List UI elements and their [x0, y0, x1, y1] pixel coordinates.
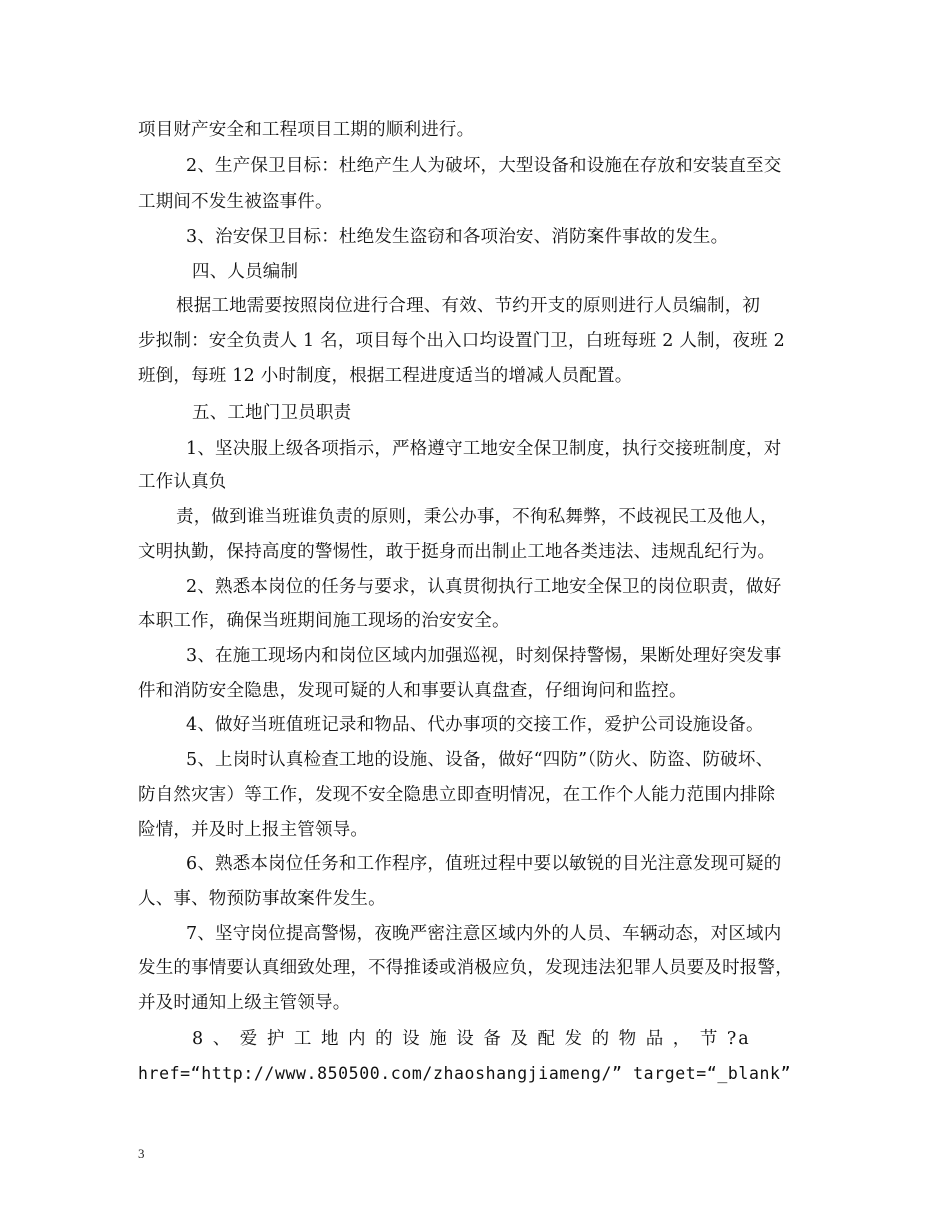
text-line: 工作认真负 [138, 472, 227, 492]
text-line: 6、熟悉本岗位任务和工作程序，值班过程中要以敏锐的目光注意发现可疑的 [186, 854, 782, 874]
text-line: 工期间不发生被盗事件。 [138, 192, 333, 212]
text-line: 责，做到谁当班谁负责的原则，秉公办事，不徇私舞弊，不歧视民工及他人， [176, 507, 778, 527]
section-heading: 四、人员编制 [192, 262, 299, 282]
text-line: 险情，并及时上报主管领导。 [138, 820, 369, 840]
text-line: 2、熟悉本岗位的任务与要求，认真贯彻执行工地安全保卫的岗位职责，做好 [186, 577, 782, 597]
text-line: 步拟制：安全负责人 1 名，项目每个出入口均设置门卫，白班每班 2 人制，夜班 2 [138, 331, 785, 351]
text-line: 本职工作，确保当班期间施工现场的治安安全。 [138, 611, 510, 631]
text-line: 8 、 爱 护 工 地 内 的 设 施 设 备 及 配 发 的 物 品 ， 节 ?a [192, 1029, 751, 1049]
text-line: 防自然灾害）等工作，发现不安全隐患立即查明情况，在工作个人能力范围内排除 [138, 785, 776, 805]
text-line: href=“http://www.850500.com/zhaoshangjiameng/” target=“_blank” [138, 1064, 792, 1083]
text-line: 1、坚决服上级各项指示，严格遵守工地安全保卫制度，执行交接班制度，对 [186, 439, 782, 459]
text-line: 5、上岗时认真检查工地的设施、设备，做好“四防”（防火、防盗、防破坏、 [186, 750, 774, 770]
text-line: 7、坚守岗位提高警惕，夜晚严密注意区域内外的人员、车辆动态，对区域内 [186, 924, 782, 944]
text-line: 3、在施工现场内和岗位区域内加强巡视，时刻保持警惕，果断处理好突发事 [186, 646, 782, 666]
text-line: 项目财产安全和工程项目工期的顺利进行。 [138, 120, 475, 140]
text-line: 件和消防安全隐患，发现可疑的人和事要认真盘查，仔细询问和监控。 [138, 681, 687, 701]
text-line: 3、治安保卫目标：杜绝发生盗窃和各项治安、消防案件事故的发生。 [186, 227, 729, 247]
text-line: 发生的事情要认真细致处理，不得推诿或消极应负，发现违法犯罪人员要及时报警， [138, 958, 793, 978]
text-line: 4、做好当班值班记录和物品、代办事项的交接工作，爱护公司设施设备。 [186, 715, 764, 735]
text-line: 并及时通知上级主管领导。 [138, 993, 351, 1013]
page-number: 3 [138, 1146, 145, 1161]
text-line: 2、生产保卫目标：杜绝产生人为破坏，大型设备和设施在存放和安装直至交 [186, 156, 782, 176]
text-line: 班倒，每班 12 小时制度，根据工程进度适当的增减人员配置。 [138, 366, 633, 386]
text-line: 文明执勤，保持高度的警惕性，敢于挺身而出制止工地各类违法、违规乱纪行为。 [138, 542, 776, 562]
text-line: 根据工地需要按照岗位进行合理、有效、节约开支的原则进行人员编制，初 [176, 296, 761, 316]
text-line: 人、事、物预防事故案件发生。 [138, 889, 386, 909]
section-heading: 五、工地门卫员职责 [192, 403, 352, 423]
